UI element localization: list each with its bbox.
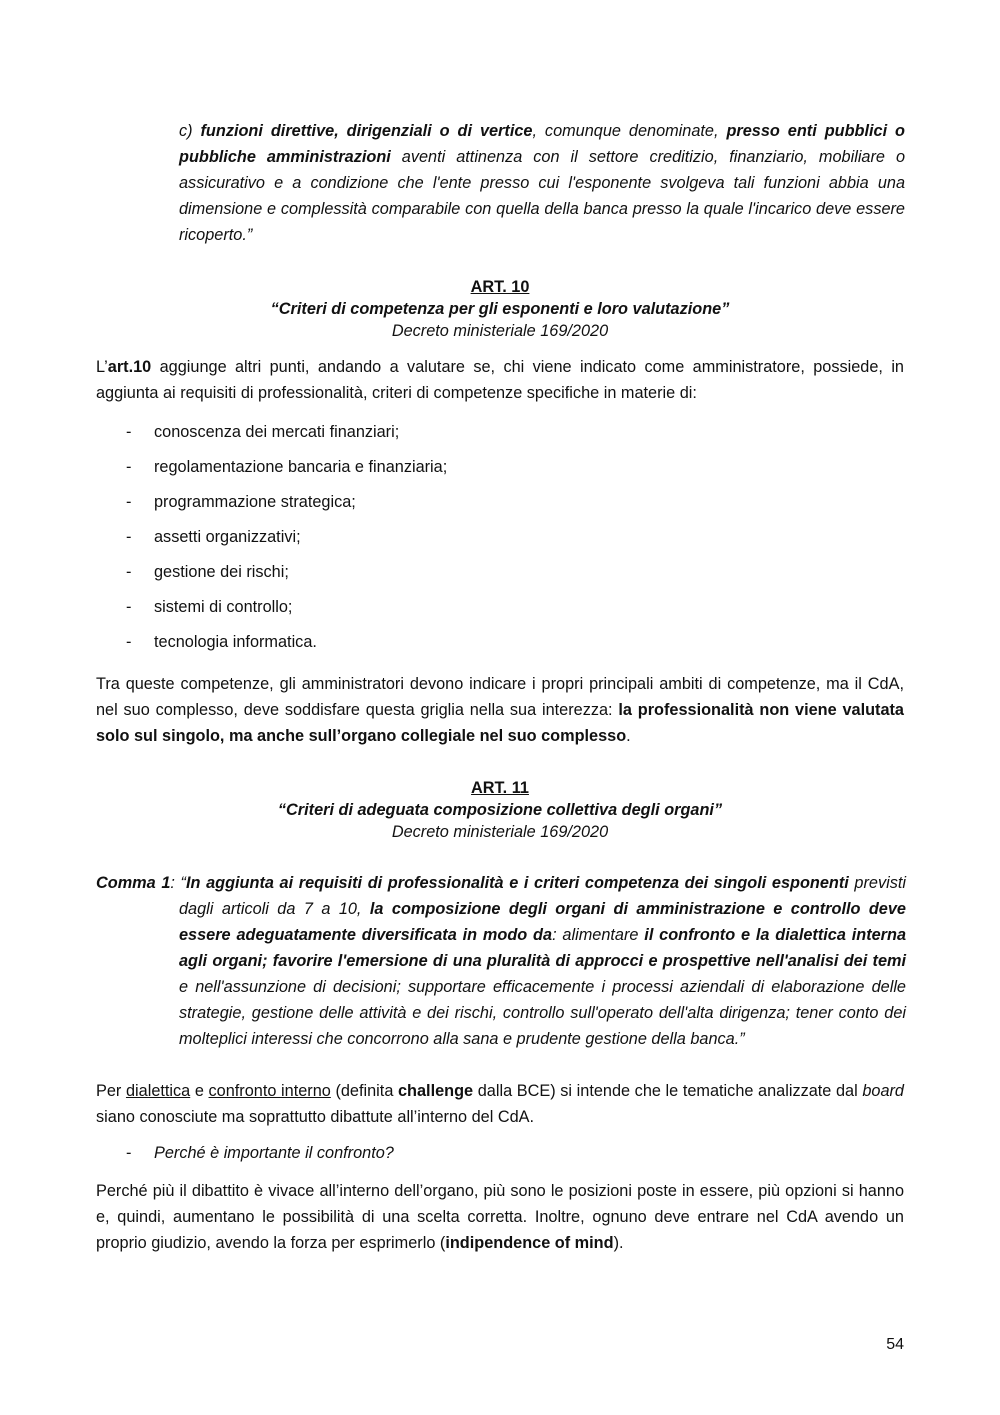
art10-bullet-list	[96, 419, 904, 664]
question-list	[96, 1140, 904, 1175]
comma-1-colon: : “	[170, 874, 186, 892]
bullet-dash: -	[126, 633, 132, 651]
list-item	[96, 629, 904, 664]
list-item	[96, 524, 904, 559]
p1-mid-3: dalla BCE) si intende che le tematiche analizzate dal	[473, 1082, 863, 1100]
dialettica-paragraph	[96, 1078, 904, 1130]
art10-heading: ART. 10	[470, 278, 530, 296]
quote-c-text-2: aventi attinenza con il settore creditizio, finanziario, mobiliare o assicurativo e a condizione che l'ente presso cui l'esponente svolgeva tali funzioni abbia una dimensione e complessità comparabile con quella della banca presso la quale l'incarico deve essere ricoperto.”	[179, 148, 905, 244]
comma-1-text-3: e nell'assunzione di decisioni; supportare efficacemente i processi aziendali di elaborazione delle strategie, gestione delle attività e dei rischi, controllo sull'operato dell'alta dirigenza; tener conto dei molteplici interessi che concorrono alla sana e prudente gestione della banca.”	[179, 978, 906, 1048]
art11-subtitle: “Criteri di adeguata composizione collettiva degli organi”	[277, 801, 723, 819]
quote-c-text-1: , comunque denominate,	[532, 122, 727, 140]
quote-c-bold-1: funzioni direttive, dirigenziali o di vertice	[200, 122, 533, 140]
art10-intro-post: aggiunge altri punti, andando a valutare se, chi viene indicato come amministratore, possiede, in aggiunta ai requisiti di professionalità, criteri di competenze specifiche in materie di:	[96, 358, 904, 402]
comma-1-bold-2: la composizione degli organi di amministrazione e controllo deve essere adeguatamente diversificata in modo da	[179, 900, 906, 944]
comma-1-text-1: previsti dagli articoli da 7 a 10,	[179, 874, 906, 918]
bullet-text: conoscenza dei mercati finanziari;	[154, 423, 400, 441]
comma-1-label: Comma 1	[96, 874, 171, 892]
art10-intro-pre: L’	[96, 358, 108, 376]
art10-outro-end: .	[626, 727, 631, 745]
art10-outro-paragraph	[96, 671, 904, 749]
list-item	[96, 419, 904, 454]
list-item	[96, 1140, 904, 1175]
list-item	[96, 489, 904, 524]
bullet-text: sistemi di controllo;	[154, 598, 293, 616]
perche-paragraph	[96, 1178, 904, 1256]
bullet-dash: -	[126, 493, 132, 511]
bullet-text: tecnologia informatica.	[154, 633, 317, 651]
bullet-text: programmazione strategica;	[154, 493, 356, 511]
art11-heading: ART. 11	[471, 779, 529, 797]
art10-outro-bold: la professionalità non viene valutata solo sul singolo, ma anche sull’organo collegiale nel suo complesso	[96, 701, 904, 745]
quote-c-letter: c)	[179, 122, 193, 140]
bullet-dash: -	[126, 528, 132, 546]
art10-outro-text: Tra queste competenze, gli amministratori devono indicare i propri principali ambiti di competenze, ma il CdA, nel suo complesso, deve soddisfare questa griglia nella sua interezza:	[96, 675, 904, 719]
p1-mid-1: e	[190, 1082, 209, 1100]
bullet-dash: -	[126, 563, 132, 581]
p1-bold: challenge	[398, 1082, 474, 1100]
art11-header	[96, 777, 904, 843]
p2-end: ).	[613, 1234, 624, 1252]
bullet-text: regolamentazione bancaria e finanziaria;	[154, 458, 448, 476]
p1-end: siano conosciute ma soprattutto dibattute all’interno del CdA.	[96, 1108, 535, 1126]
list-item	[96, 454, 904, 489]
p1-pre: Per	[96, 1082, 126, 1100]
p2-text: Perché più il dibattito è vivace all’interno dell’organo, più sono le posizioni poste in essere, più opzioni si hanno e, quindi, aumentano le possibilità di una scelta corretta. Inoltre, ognuno deve entrare nel CdA avendo un proprio giudizio, avendo la forza per esprimerlo (	[96, 1182, 904, 1252]
bullet-text: gestione dei rischi;	[154, 563, 289, 581]
art10-header	[96, 276, 904, 342]
list-item	[96, 594, 904, 629]
art10-subtitle: “Criteri di competenza per gli esponenti e loro valutazione”	[270, 300, 730, 318]
bullet-text: assetti organizzativi;	[154, 528, 301, 546]
art10-source: Decreto ministeriale 169/2020	[391, 322, 609, 340]
p2-bold: indipendence of mind	[445, 1234, 614, 1252]
bullet-dash: -	[126, 1144, 132, 1162]
page-number: 54	[886, 1336, 904, 1353]
comma-1-bold-1: In aggiunta ai requisiti di professionalità e i criteri competenza dei singoli esponenti	[185, 874, 849, 892]
comma-1-bold-3: il confronto e la dialettica interna agli organi; favorire l'emersione di una pluralità di approcci e prospettive nell'analisi dei temi	[179, 926, 907, 970]
question-text: Perché è importante il confronto?	[154, 1144, 394, 1162]
bullet-dash: -	[126, 423, 132, 441]
comma-1-block	[96, 870, 906, 1052]
art10-intro-bold: art.10	[107, 358, 152, 376]
list-item	[96, 559, 904, 594]
art10-intro-paragraph	[96, 354, 904, 406]
p1-underline-2: confronto interno	[208, 1082, 331, 1100]
p1-underline-1: dialettica	[125, 1082, 191, 1100]
p1-mid-2: (definita	[330, 1082, 398, 1100]
comma-1-text-2: : alimentare	[552, 926, 645, 944]
comma-1-paragraph	[96, 870, 906, 1052]
p1-italic: board	[862, 1082, 904, 1100]
quote-c-paragraph	[179, 118, 905, 248]
art11-source: Decreto ministeriale 169/2020	[391, 823, 609, 841]
quote-c-bold-2: presso enti pubblici o pubbliche amministrazioni	[179, 122, 905, 166]
bullet-dash: -	[126, 598, 132, 616]
bullet-dash: -	[126, 458, 132, 476]
